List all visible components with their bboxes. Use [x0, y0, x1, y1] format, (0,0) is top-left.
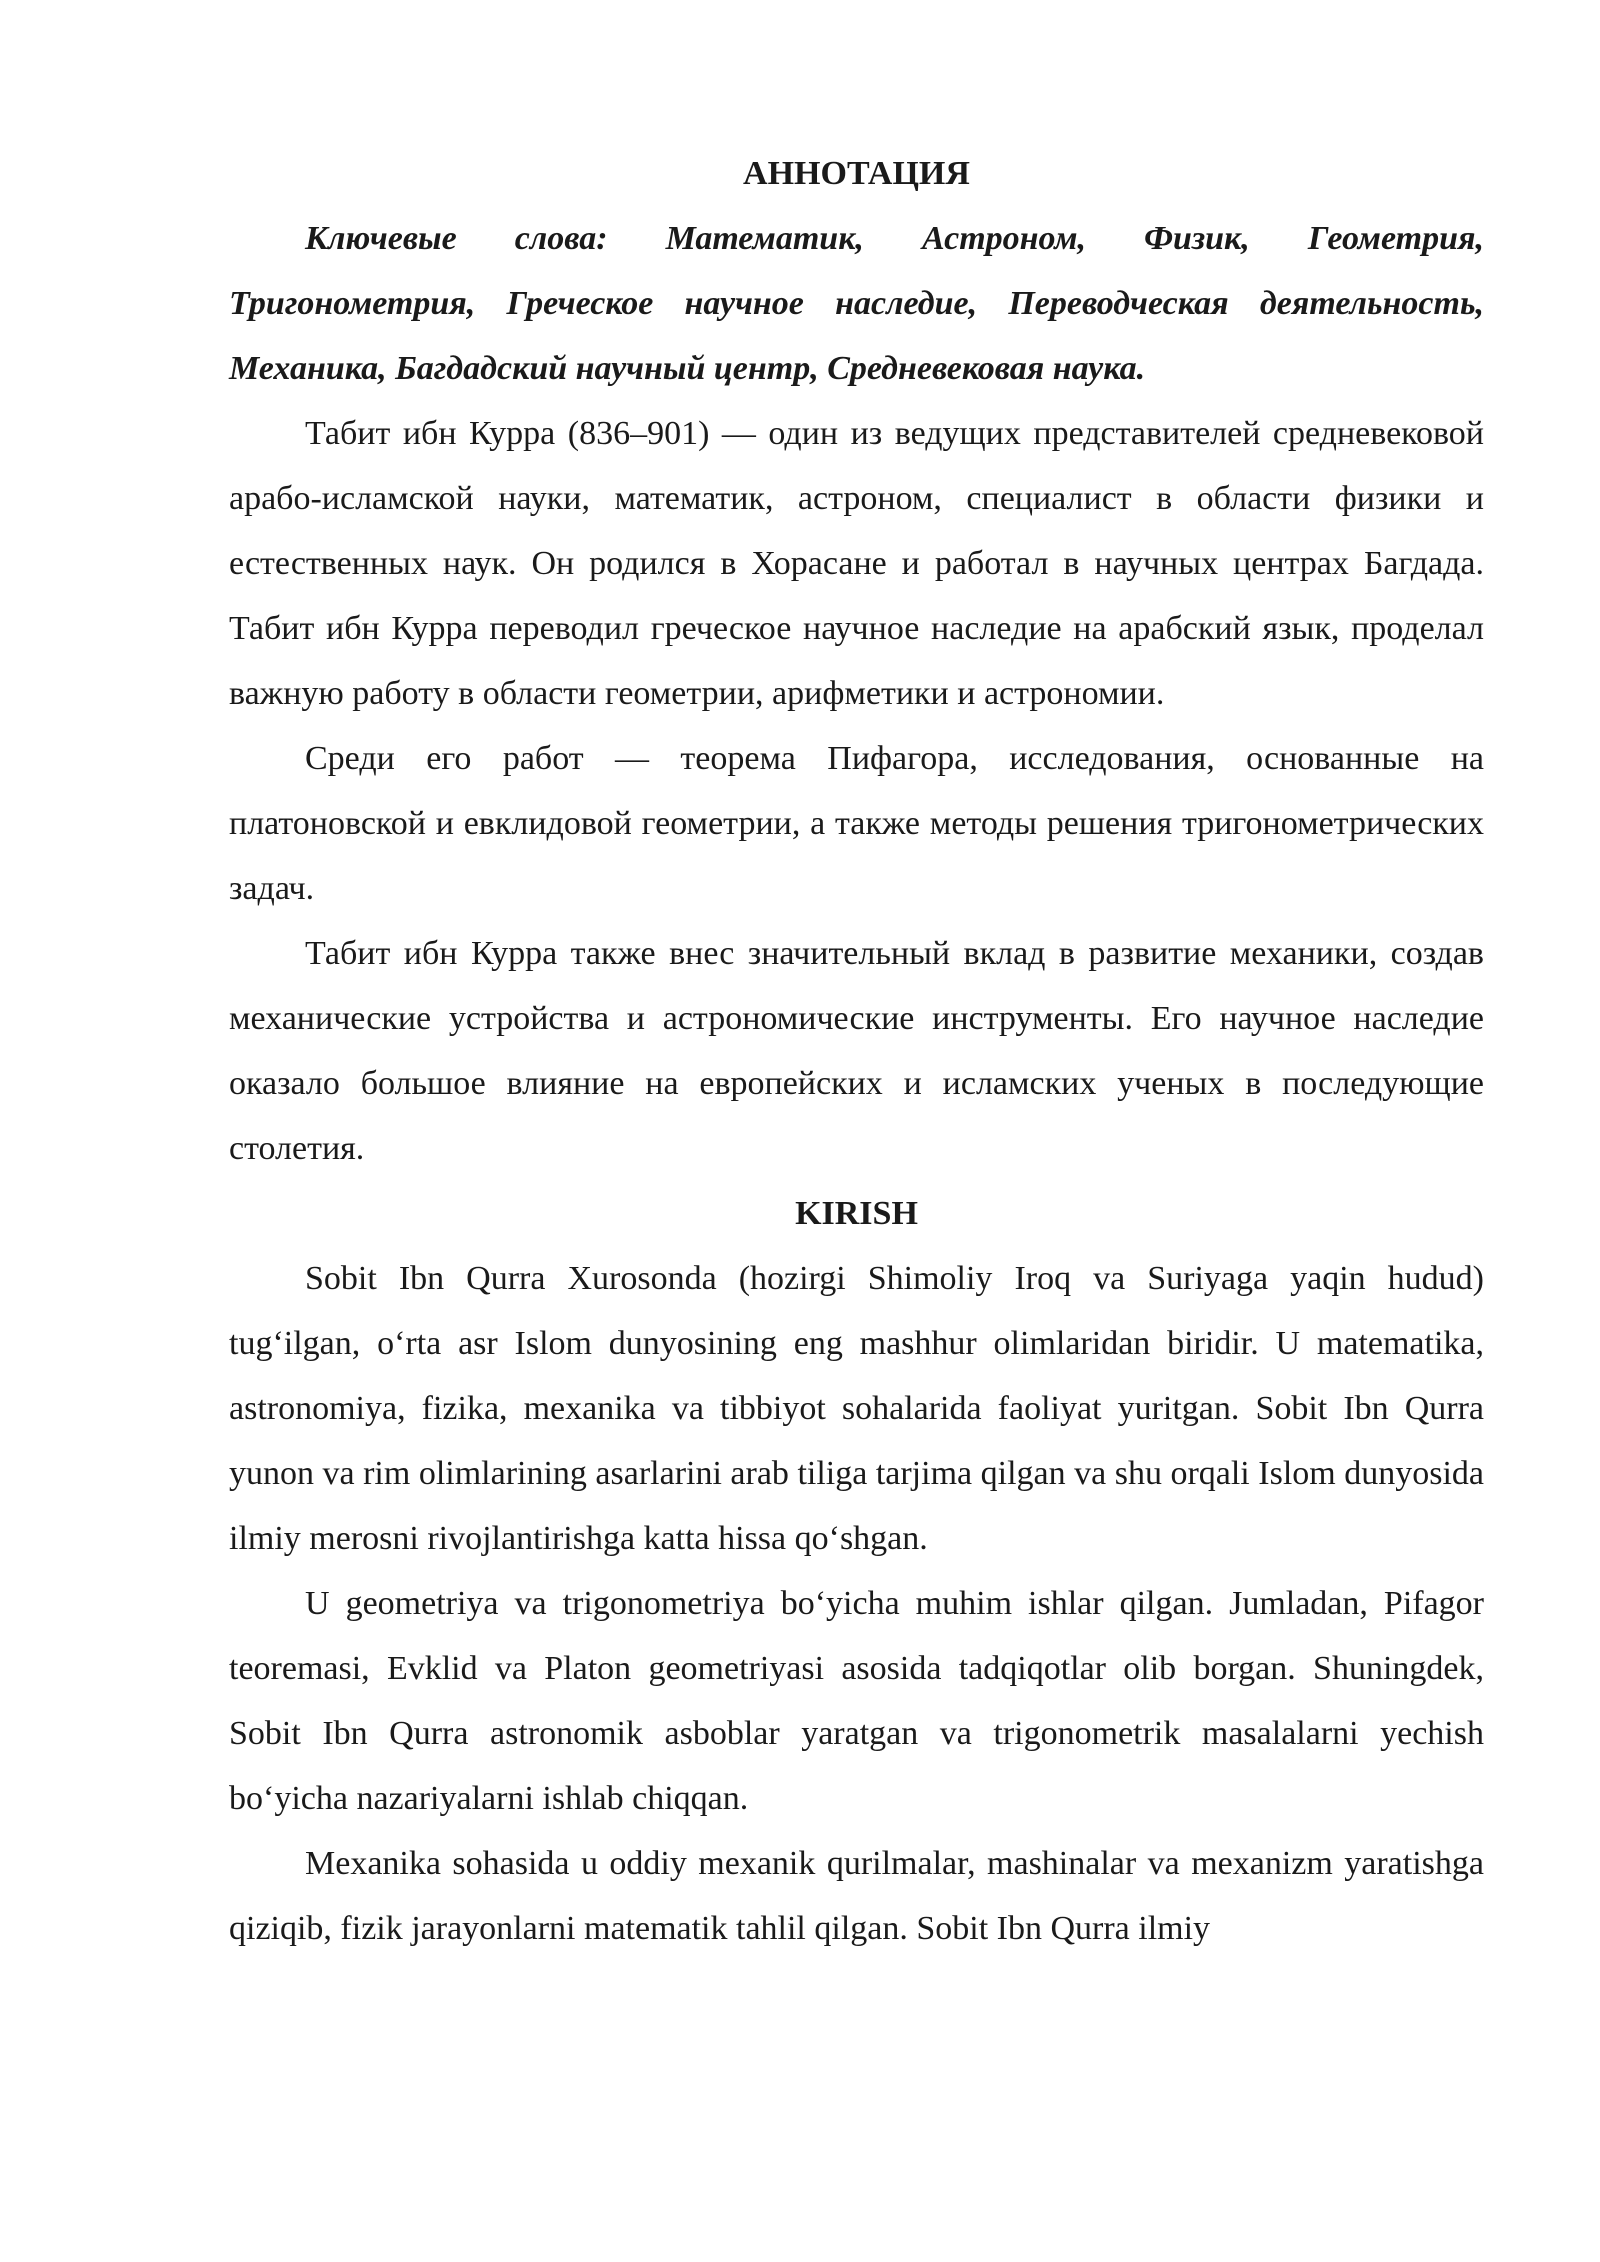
introduction-paragraph-3: Mexanika sohasida u oddiy mexanik qurilmalar, mashinalar va mexanizm yaratishga qiziqib, fizik jarayonlarni matematik tahlil qilgan. Sobit Ibn Qurra ilmiy	[229, 1845, 1484, 1947]
introduction-paragraph-2: U geometriya va trigonometriya bo‘yicha muhim ishlar qilgan. Jumladan, Pifagor teoremasi, Evklid va Platon geometriyasi asosida tadqiqotlar olib borgan. Shuningdek, Sobit Ibn Qurra astronomik asboblar yaratgan va trigonometrik masalalarni yechish bo‘yicha nazariyalarni ishlab chiqqan.	[229, 1585, 1484, 1817]
document-body	[229, 141, 1484, 1961]
annotation-paragraph-3: Табит ибн Курра также внес значительный вклад в развитие механики, создав механические устройства и астрономические инструменты. Его научное наследие оказало большое влияние на европейских и исламских ученых в последующие столетия.	[229, 935, 1484, 1167]
annotation-heading: АННОТАЦИЯ	[743, 155, 970, 192]
annotation-paragraph-2: Среди его работ — теорема Пифагора, исследования, основанные на платоновской и евклидовой геометрии, а также методы решения тригонометрических задач.	[229, 740, 1484, 907]
annotation-paragraph-1: Табит ибн Курра (836–901) — один из ведущих представителей средневековой арабо-исламской науки, математик, астроном, специалист в области физики и естественных наук. Он родился в Хорасане и работал в научных центрах Багдада. Табит ибн Курра переводил греческое научное наследие на арабский язык, проделал важную работу в области геометрии, арифметики и астрономии.	[229, 415, 1484, 712]
introduction-heading: KIRISH	[795, 1195, 918, 1232]
keywords-paragraph: Ключевые слова: Математик, Астроном, Физик, Геометрия, Тригонометрия, Греческое научное наследие, Переводческая деятельность, Механика, Багдадский научный центр, Средневековая наука.	[229, 220, 1484, 387]
introduction-paragraph-1: Sobit Ibn Qurra Xurosonda (hozirgi Shimoliy Iroq va Suriyaga yaqin hudud) tug‘ilgan, o‘rta asr Islom dunyosining eng mashhur olimlaridan biridir. U matematika, astronomiya, fizika, mexanika va tibbiyot sohalarida faoliyat yuritgan. Sobit Ibn Qurra yunon va rim olimlarining asarlarini arab tiliga tarjima qilgan va shu orqali Islom dunyosida ilmiy merosni rivojlantirishga katta hissa qo‘shgan.	[229, 1260, 1484, 1557]
